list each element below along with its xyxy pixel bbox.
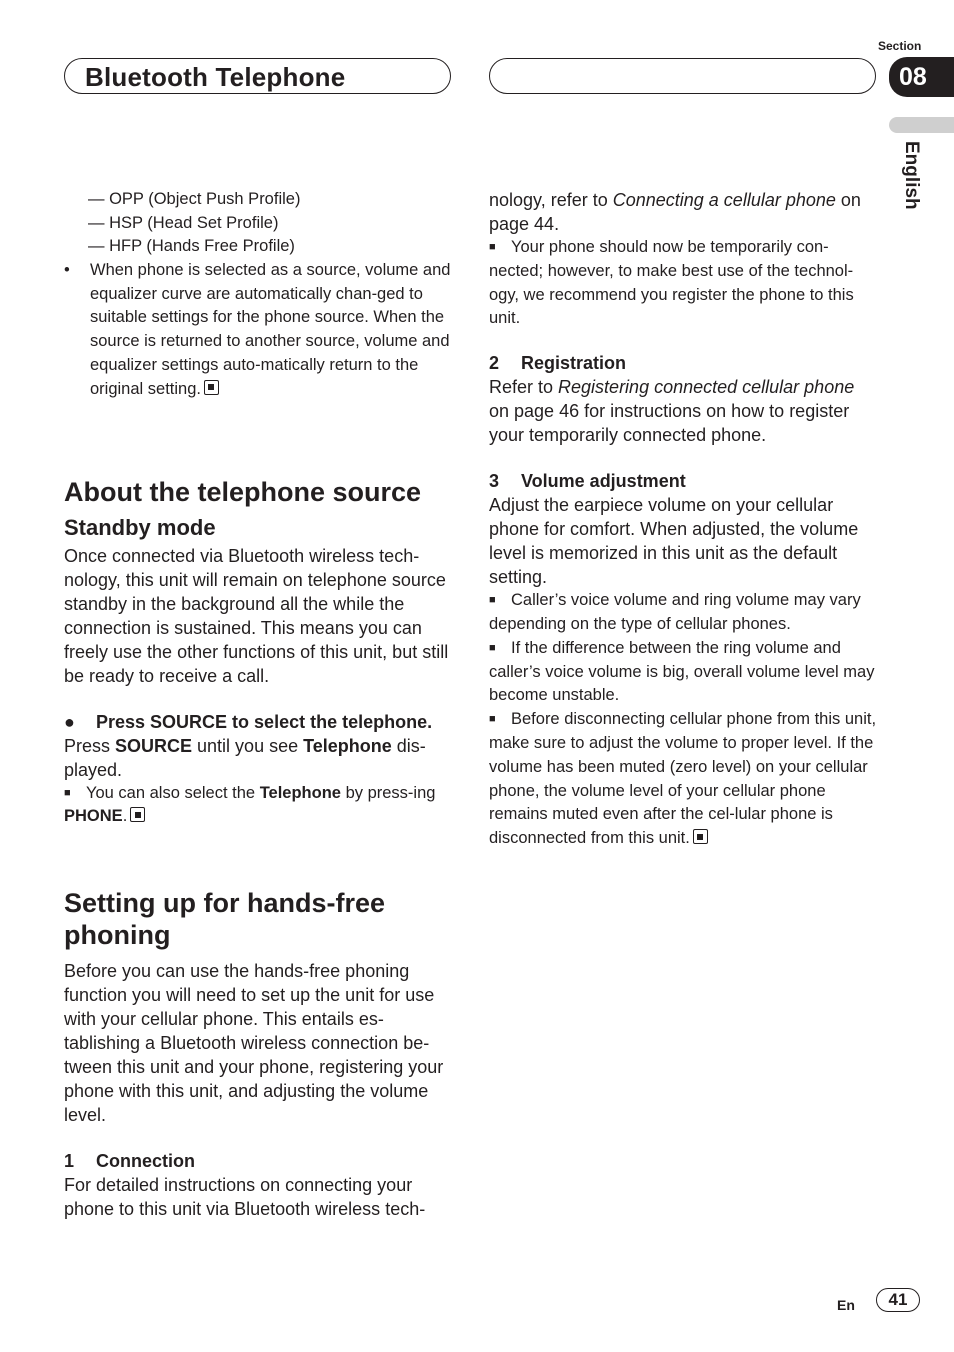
square-bullet-icon: ■ <box>489 641 496 654</box>
list-item: — OPP (Object Push Profile) <box>88 190 301 208</box>
press-text: Press SOURCE until you see Telephone dis-played. <box>64 735 426 780</box>
volume-note: ■ If the difference between the ring volume and caller’s voice volume is big, overall volume level may become unstable. <box>489 638 875 705</box>
standby-heading: Standby mode <box>64 514 216 540</box>
language-tab <box>889 117 954 133</box>
square-bullet-icon: ■ <box>489 713 496 726</box>
square-bullet-icon: ■ <box>64 786 71 799</box>
section-number-badge: 08 <box>889 57 954 97</box>
press-note: ■ You can also select the Telephone by press-ing PHONE. <box>64 783 436 826</box>
circle-bullet-icon: ● <box>64 711 75 732</box>
step-3-heading: 3 Volume adjustment <box>489 471 686 492</box>
header-title-frame <box>64 58 451 94</box>
end-mark-icon <box>204 380 219 395</box>
page-title: Bluetooth Telephone <box>85 62 346 92</box>
end-mark-icon <box>693 829 708 844</box>
end-mark-icon <box>130 807 145 822</box>
setup-heading: Setting up for hands-free phoning <box>64 888 386 951</box>
setup-text: Before you can use the hands-free phoning function you will need to set up the unit for use with your cellular phone. This entails es-tablishing a Bluetooth wireless connection be-tween this unit and your phone, registering your phone with this unit, and adjusting the volume level. <box>64 961 444 1126</box>
right-column <box>489 188 879 851</box>
step-3-text: Adjust the earpiece volume on your cellular phone for comfort. When adjusted, the volume level is memorized in this unit as the default setting. <box>489 495 859 588</box>
connection-note: ■ Your phone should now be temporarily con-nected; however, to make best use of the technol-ogy, we recommend you register the phone to this unit. <box>489 238 854 328</box>
about-heading: About the telephone source <box>64 476 422 507</box>
bullet-icon: • <box>64 260 70 279</box>
step-2-text: Refer to Registering connected cellular phone on page 46 for instructions on how to register your temporarily connected phone. <box>489 377 855 446</box>
square-bullet-icon: ■ <box>489 594 496 607</box>
list-item: — HFP (Hands Free Profile) <box>88 237 295 256</box>
footer-lang-code: En <box>837 1297 855 1313</box>
connection-continued: nology, refer to Connecting a cellular phone on page 44. <box>489 190 861 234</box>
step-1-heading: 1 Connection <box>64 1151 195 1172</box>
square-bullet-icon: ■ <box>489 241 496 253</box>
section-label: Section <box>878 39 922 53</box>
step-1-text: For detailed instructions on connecting your phone to this unit via Bluetooth wireless tech- <box>64 1175 426 1220</box>
volume-note: ■ Before disconnecting cellular phone from this unit, make sure to adjust the volume to proper level. If the volume has been muted (zero level) on your cellular phone, the volume level of your cellular phone remains muted even after the cel-lular phone is disconnected from this unit. <box>489 710 877 848</box>
intro-bullet: • When phone is selected as a source, volume and equalizer curve are automatically chan-ged to suitable settings for the phone source. When the source is returned to another source, volume and equalizer settings auto-matically return to the original setting. <box>64 260 451 398</box>
volume-note: ■ Caller’s voice volume and ring volume may vary depending on the type of cellular phones. <box>489 591 861 633</box>
press-heading: ● Press SOURCE to select the telephone. <box>64 711 433 732</box>
list-item: — HSP (Head Set Profile) <box>88 213 279 232</box>
page-number: 41 <box>876 1288 920 1312</box>
intro-dash-list <box>64 188 456 259</box>
step-2-heading: 2 Registration <box>489 353 627 374</box>
left-column <box>64 188 456 1221</box>
standby-text: Once connected via Bluetooth wireless tech-nology, this unit will remain on telephone source standby in the background all the while the connection is sustained. This means you can freely use the other functions of this unit, but still be ready to receive a call. <box>64 545 449 686</box>
header-right-frame <box>489 58 876 94</box>
language-label: English <box>901 141 922 210</box>
